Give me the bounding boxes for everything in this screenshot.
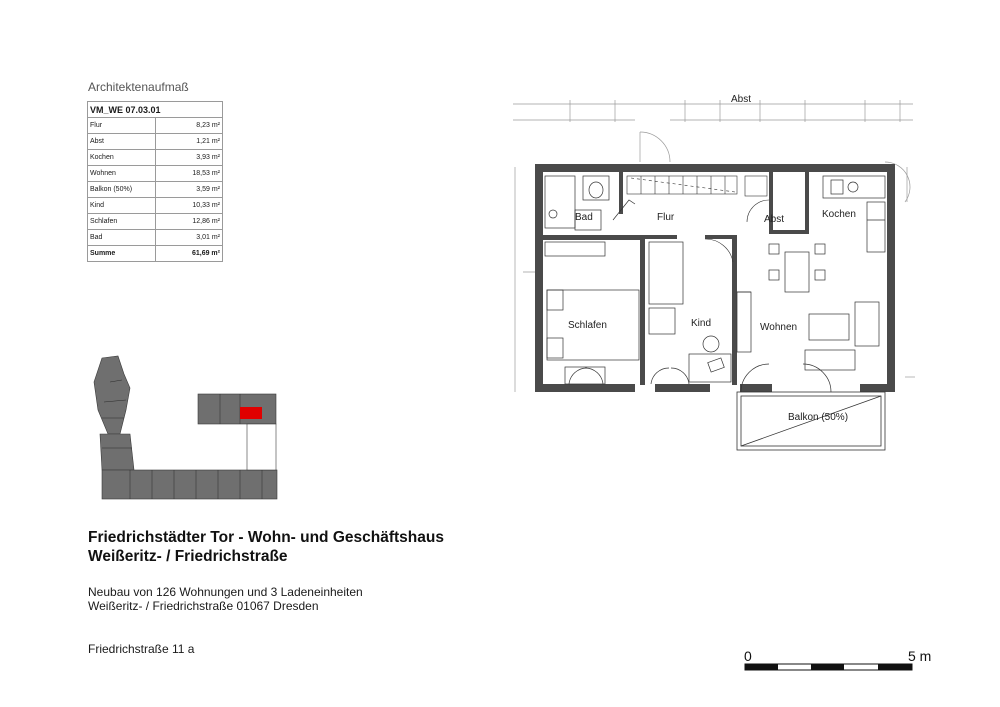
area-table-row	[88, 166, 223, 182]
area-room-name: Wohnen	[88, 166, 156, 182]
room-label-flur: Flur	[657, 212, 675, 223]
unit-address: Friedrichstraße 11 a	[88, 642, 195, 656]
area-table-row	[88, 198, 223, 214]
room-label-wohnen: Wohnen	[760, 322, 798, 333]
area-room-name: Balkon (50%)	[88, 182, 156, 198]
project-description: Neubau von 126 Wohnungen und 3 Ladeneinheiten	[88, 585, 363, 599]
area-room-name: Bad	[88, 230, 156, 246]
room-label-abst: Abst	[764, 214, 785, 225]
area-room-name: Kind	[88, 198, 156, 214]
area-room-name: Abst	[88, 134, 156, 150]
room-label-bad: Bad	[575, 212, 593, 223]
room-label-balkon: Balkon (50%)	[788, 412, 849, 423]
room-label-schlafen: Schlafen	[568, 320, 607, 331]
ghost-room-label: Abst	[731, 94, 752, 105]
area-room-value: 18,53 m²	[156, 166, 223, 182]
scale-start-label: 0	[744, 648, 752, 664]
project-subtitle: Weißeritz- / Friedrichstraße	[88, 548, 288, 565]
area-sum-label: Summe	[88, 246, 156, 262]
project-title: Friedrichstädter Tor - Wohn- und Geschäftshaus	[88, 529, 444, 546]
area-room-value: 1,21 m²	[156, 134, 223, 150]
floor-plan	[505, 92, 925, 460]
area-table	[87, 101, 223, 262]
room-label-kind: Kind	[691, 318, 712, 329]
area-room-value: 3,01 m²	[156, 230, 223, 246]
room-label-kochen: Kochen	[822, 209, 856, 220]
area-room-value: 3,93 m²	[156, 150, 223, 166]
area-room-value: 12,86 m²	[156, 214, 223, 230]
area-table-row	[88, 214, 223, 230]
area-room-value: 3,59 m²	[156, 182, 223, 198]
project-location: Weißeritz- / Friedrichstraße 01067 Dresden	[88, 599, 319, 613]
scale-bar	[738, 645, 938, 675]
area-room-value: 10,33 m²	[156, 198, 223, 214]
area-room-name: Schlafen	[88, 214, 156, 230]
site-plan	[90, 352, 290, 507]
area-sum-value: 61,69 m²	[156, 246, 223, 262]
area-table-row	[88, 182, 223, 198]
area-table-row	[88, 134, 223, 150]
area-table-row	[88, 150, 223, 166]
section-title: Architektenaufmaß	[88, 80, 189, 94]
highlighted-unit	[240, 407, 262, 419]
area-room-name: Kochen	[88, 150, 156, 166]
area-room-name: Flur	[88, 118, 156, 134]
scale-end-label: 5 m	[908, 648, 932, 664]
area-table-header: VM_WE 07.03.01	[88, 102, 223, 118]
area-table-row	[88, 118, 223, 134]
area-table-sum-row	[88, 246, 223, 262]
area-room-value: 8,23 m²	[156, 118, 223, 134]
area-table-row	[88, 230, 223, 246]
